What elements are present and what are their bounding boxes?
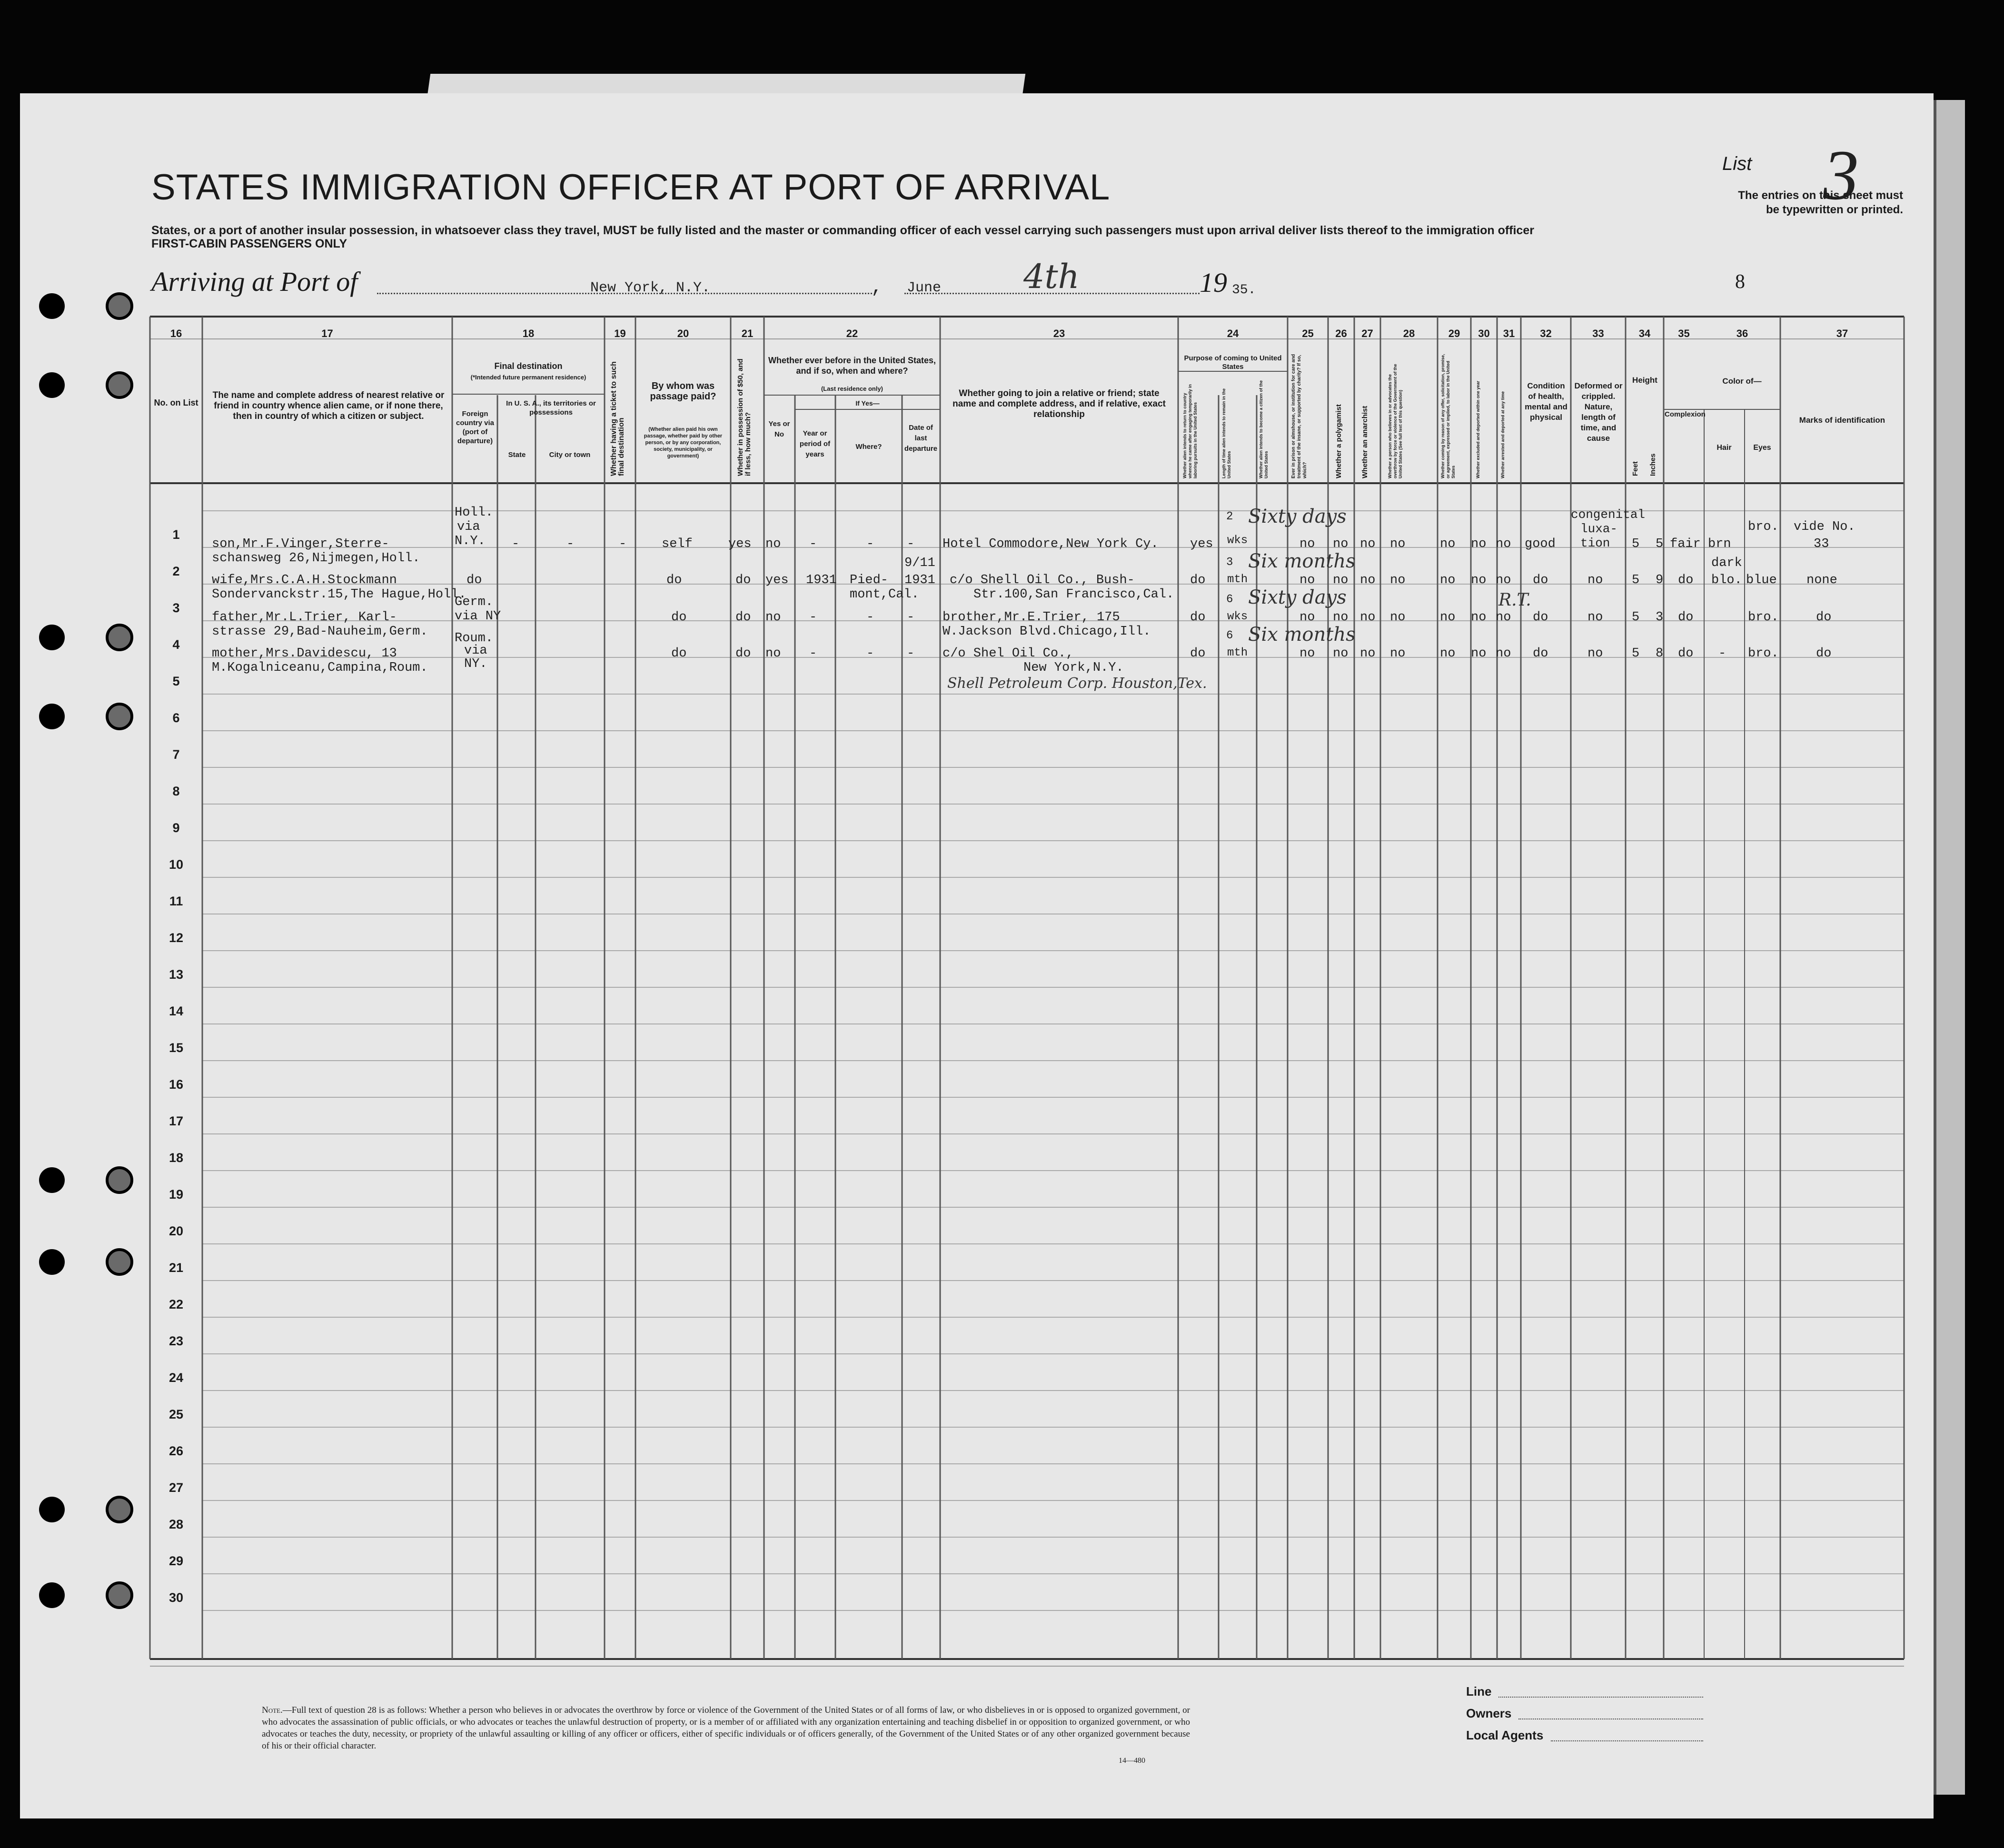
header-foreign-country: Foreign country via (port of departure): [456, 410, 495, 445]
sheet-count: 8: [1735, 271, 1745, 293]
row-number: 1: [172, 527, 180, 542]
col-number-25: 25: [1302, 328, 1314, 339]
relative-line1: mother,Mrs.Davidescu, 13: [212, 646, 397, 661]
col-number-32: 32: [1540, 328, 1552, 339]
note-title: Note.: [262, 1705, 283, 1715]
purpose-a-value: do: [1190, 573, 1206, 587]
header-ticket: Whether having a ticket to such final destination: [610, 361, 625, 476]
joining-line1: brother,Mr.E.Trier, 175: [942, 610, 1120, 625]
day-value: 4th: [1023, 257, 1080, 296]
header-purpose-c: Whether alien intends to become a citizen of the United States: [1259, 380, 1269, 478]
date-line2: 1931: [904, 573, 935, 587]
header-anarchist: Whether an anarchist: [1361, 406, 1369, 478]
foreign-line2: via: [457, 520, 480, 534]
port-value: New York, N.Y.: [590, 280, 711, 296]
ever-before-value: no: [765, 537, 781, 551]
header-q31: Whether arrested and deported at any time: [1500, 391, 1505, 478]
q31-value: no: [1496, 537, 1511, 551]
relative-line1: son,Mr.F.Vinger,Sterre-: [212, 537, 389, 551]
purpose-a-value: do: [1190, 646, 1206, 661]
header-marks: Marks of identification: [1799, 416, 1885, 425]
q28-value: no: [1390, 573, 1406, 587]
purpose-b-handwritten: Sixty days: [1248, 586, 1347, 608]
line-signature-line[interactable]: [1498, 1696, 1703, 1698]
col-number-30: 30: [1478, 328, 1490, 339]
row-number: 4: [172, 637, 180, 652]
purpose-b-line2: wks: [1227, 610, 1248, 623]
eyes-value: bro.: [1748, 520, 1779, 534]
header-date-last-departure: Date of last departure: [904, 424, 938, 453]
col-number-22: 22: [846, 328, 858, 339]
q31-value: no: [1496, 646, 1511, 661]
year-value: -: [809, 537, 817, 551]
feet-value: 5: [1632, 537, 1640, 551]
footer-note: [262, 1704, 1190, 1752]
row-number: 14: [169, 1004, 184, 1018]
header-in-usa: In U. S. A., its territories or possessions: [506, 399, 596, 417]
hair-line2: blo.: [1711, 573, 1742, 587]
subtitle-first-cabin: FIRST-CABIN PASSENGERS ONLY: [151, 237, 347, 250]
row-number: 2: [172, 564, 180, 578]
date-value: -: [907, 646, 915, 661]
money-value: do: [735, 646, 751, 661]
col-number-16: 16: [170, 328, 182, 339]
row-number: 10: [169, 857, 184, 872]
header-if-yes: If Yes—: [855, 399, 880, 407]
foreign-line2: via NY: [455, 609, 501, 624]
paid-by-value: do: [671, 646, 687, 661]
date-value: -: [907, 537, 915, 551]
q29-value: no: [1440, 646, 1456, 661]
header-purpose: Purpose of coming to United States: [1184, 354, 1282, 371]
header-possession-50: Whether in possession of $50, and if less, how much?: [736, 358, 752, 476]
col-number-33: 33: [1592, 328, 1604, 339]
col-number-27: 27: [1361, 328, 1373, 339]
relative-line2: M.Kogalniceanu,Campina,Roum.: [212, 661, 428, 675]
money-value: do: [735, 573, 751, 587]
header-state: State: [508, 451, 526, 459]
header-complexion: Complexion: [1665, 410, 1706, 418]
joining-line2: New York,N.Y.: [1023, 661, 1124, 675]
purpose-b-handwritten: Six months: [1248, 624, 1356, 646]
col-number-36: 36: [1736, 328, 1748, 339]
header-yes-no: Yes or No: [768, 420, 790, 438]
row-number: 19: [169, 1187, 184, 1202]
health-value: good: [1525, 537, 1556, 551]
row-number: 22: [169, 1297, 184, 1311]
list-label: List: [1722, 153, 1752, 174]
local-agents-label: Local Agents: [1466, 1728, 1544, 1742]
q27-value: no: [1360, 610, 1376, 625]
arriving-label: Arriving at Port of: [151, 266, 358, 297]
header-purpose-a: Whether alien intends to return to country whence he came after engaging temporarily in laboring pursuits in the United States: [1182, 384, 1198, 478]
relative-line1: father,Mr.L.Trier, Karl-: [212, 610, 397, 625]
marks-value: none: [1806, 573, 1837, 587]
hair-line1: dark: [1711, 556, 1742, 570]
hair-value: -: [1718, 646, 1726, 661]
header-q28: Whether a person who believes in or advocates the overthrow by force or violence of the Government of the United States (See full text of this question): [1388, 364, 1403, 478]
header-deformed: Deformed or crippled. Nature, length of time, and cause: [1574, 381, 1623, 443]
col-number-17: 17: [321, 328, 333, 339]
health-value: do: [1533, 610, 1548, 625]
row-number: 26: [169, 1444, 184, 1458]
paid-by-value: do: [671, 610, 687, 625]
date-line1: 9/11: [904, 556, 935, 570]
col-number-37: 37: [1836, 328, 1848, 339]
subheader-rules: [452, 371, 1780, 1659]
header-final-destination-sub: (*Intended future permanent residence): [470, 374, 586, 381]
joining-line2: Str.100,San Francisco,Cal.: [973, 587, 1174, 602]
comma-1: ,: [871, 277, 883, 298]
foreign-line2: via: [464, 644, 487, 658]
relative-line2: strasse 29,Bad-Nauheim,Germ.: [212, 625, 428, 639]
relative-line2: Sondervanckstr.15,The Hague,Holl.: [212, 587, 466, 602]
q25-value: no: [1300, 610, 1315, 625]
col-number-21: 21: [741, 328, 754, 339]
col-number-31: 31: [1503, 328, 1515, 339]
header-prison: Ever in prison or almshouse, or institution for care and treatment of the insane, or supported by charity? If so, which?: [1291, 354, 1308, 478]
paid-by-value: self: [662, 537, 693, 551]
where-value: -: [866, 646, 874, 661]
owners-label: Owners: [1466, 1706, 1512, 1720]
row-number: 27: [169, 1480, 184, 1495]
purpose-b-handwritten: Sixty days: [1248, 506, 1347, 527]
header-purpose-b: Length of time alien intends to remain in the United States: [1221, 388, 1231, 478]
q29-value: no: [1440, 537, 1456, 551]
foreign-line3: NY.: [464, 657, 487, 671]
header-feet: Feet: [1631, 461, 1639, 476]
eyes-value: bro.: [1748, 646, 1779, 661]
relative-line1: wife,Mrs.C.A.H.Stockmann: [212, 573, 397, 587]
foreign-line3: N.Y.: [455, 534, 486, 548]
feet-value: 5: [1632, 610, 1640, 625]
ticket-value: -: [619, 537, 627, 551]
health-value: do: [1533, 646, 1548, 661]
header-final-destination: Final destination: [494, 361, 563, 371]
col-number-24: 24: [1227, 328, 1239, 339]
feet-value: 5: [1632, 573, 1640, 587]
purpose-b-line2: wks: [1227, 534, 1248, 547]
header-year-period: Year or period of years: [799, 429, 831, 458]
col-number-20: 20: [677, 328, 689, 339]
row-number: 7: [172, 747, 180, 762]
joining-handwritten: Shell Petroleum Corp. Houston,Tex.: [947, 675, 1207, 692]
q28-value: no: [1390, 610, 1406, 625]
local-agents-signature-line[interactable]: [1551, 1739, 1703, 1741]
col-number-34: 34: [1638, 328, 1651, 339]
q26-value: no: [1333, 573, 1349, 587]
row-number: 9: [172, 821, 180, 835]
purpose-b-line1: 6: [1226, 593, 1233, 606]
owners-signature-line[interactable]: [1518, 1718, 1703, 1719]
ever-before-value: no: [765, 646, 781, 661]
col-number-23: 23: [1053, 328, 1065, 339]
state-value: -: [512, 537, 520, 551]
q31-value: no: [1496, 573, 1511, 587]
purpose-a-value: do: [1190, 610, 1206, 625]
q29-value: no: [1440, 573, 1456, 587]
q30-value: no: [1471, 646, 1487, 661]
row-number: 20: [169, 1224, 184, 1238]
row-number: 24: [169, 1371, 184, 1385]
complexion-value: do: [1678, 573, 1694, 587]
marks-value: do: [1816, 646, 1832, 661]
purpose-b-line1: 2: [1226, 510, 1233, 523]
marks-line2: 33: [1814, 537, 1829, 551]
city-value: -: [566, 537, 575, 551]
q29-value: no: [1440, 610, 1456, 625]
year-value: 1931: [806, 573, 837, 587]
header-color-of: Color of—: [1722, 377, 1762, 386]
eyes-value: blue: [1746, 573, 1777, 587]
header-city: City or town: [549, 451, 591, 459]
q30-value: no: [1471, 537, 1487, 551]
feet-value: 5: [1632, 646, 1640, 661]
purpose-b-line2: mth: [1227, 646, 1248, 659]
row-number: 12: [169, 931, 184, 945]
year-value: -: [809, 646, 817, 661]
header-hair: Hair: [1716, 444, 1732, 452]
row-number: 5: [172, 674, 180, 688]
line-label: Line: [1466, 1684, 1492, 1699]
q25-value: no: [1300, 537, 1315, 551]
q30-value: no: [1471, 573, 1487, 587]
q25-value: no: [1300, 573, 1315, 587]
header-inches: Inches: [1649, 453, 1657, 476]
joining-value: Hotel Commodore,New York Cy.: [942, 537, 1159, 551]
joining-line2: W.Jackson Blvd.Chicago,Ill.: [942, 625, 1151, 639]
form-number: 14—480: [1119, 1757, 1145, 1765]
header-last-residence: (Last residence only): [821, 385, 883, 392]
marks-line1: vide No.: [1794, 520, 1855, 534]
col-number-18: 18: [522, 328, 535, 339]
col-number-26: 26: [1335, 328, 1347, 339]
row-number: 3: [172, 601, 180, 615]
entries-note-line2: be typewritten or printed.: [1766, 203, 1903, 216]
note-text: —Full text of question 28 is as follows: Whether a person who believes in or advocates the overthrow by force or violence of the Government of the United States or of all forms of law, or who disbelieves in or is opposed to organized government, or who advocates the assassination of public officials, or who advocates or teaches the unlawful destruction of property, or is a member of or affiliated with any organization entertaining and teaching disbelief in or opposition to organized government, or who advocates or teaches the duty, necessity, or propriety of the unlawful assaulting or killing of any officer or officers, either of specific individuals or of officers generally, of the Government of the United States or of any other organized government because of his or their official character.: [262, 1705, 1190, 1751]
hair-value: brn: [1708, 537, 1731, 551]
row-number: 21: [169, 1261, 184, 1275]
header-eyes: Eyes: [1753, 444, 1771, 452]
deformed-value: no: [1587, 610, 1603, 625]
header-condition: Condition of health, mental and physical: [1525, 381, 1567, 422]
row-number: 8: [172, 784, 180, 798]
purpose-b-handwritten: Six months: [1248, 550, 1356, 572]
header-joining: Whether going to join a relative or friend; state name and complete address, and if relative, exact relationship: [952, 388, 1166, 419]
q26-value: no: [1333, 646, 1349, 661]
money-value: do: [735, 610, 751, 625]
q27-value: no: [1360, 537, 1376, 551]
q31-handwritten: R.T.: [1498, 590, 1531, 610]
q26-value: no: [1333, 610, 1349, 625]
row-number: 17: [169, 1114, 184, 1128]
row-number: 18: [169, 1151, 184, 1165]
row-number: 16: [169, 1077, 184, 1092]
where-line2: mont,Cal.: [850, 587, 919, 602]
deformed-line2: luxa-: [1580, 522, 1618, 536]
joining-line1: c/o Shell Oil Co., Bush-: [950, 573, 1135, 587]
page-title: STATES IMMIGRATION OFFICER AT PORT OF ARRIVAL: [151, 167, 1111, 208]
col-number-19: 19: [614, 328, 626, 339]
money-value: yes: [728, 537, 752, 551]
header-by-whom: By whom was passage paid?: [650, 381, 716, 402]
date-value: -: [907, 610, 915, 625]
header-ever-before: Whether ever before in the United States, and if so, when and where?: [768, 356, 936, 376]
q25-value: no: [1300, 646, 1315, 661]
where-value: -: [866, 610, 874, 625]
purpose-b-line2: mth: [1227, 573, 1248, 586]
row-number: 28: [169, 1517, 184, 1531]
where-value: -: [866, 537, 874, 551]
year-value: -: [809, 610, 817, 625]
year-suffix: 35.: [1232, 283, 1256, 298]
purpose-b-line1: 3: [1226, 556, 1233, 569]
header-height: Height: [1632, 376, 1657, 385]
year-prefix: 19: [1200, 267, 1227, 298]
header-q29: Whether coming by reason of any offer, solicitation, promise, or agreement, expressed or implied, to labor in the United States: [1440, 354, 1456, 478]
header-relative: The name and complete address of nearest relative or friend in country whence alien came, or if none there, then in country of which a citizen or subject.: [212, 390, 445, 421]
header-where: Where?: [855, 443, 882, 451]
col-number-28: 28: [1403, 328, 1415, 339]
foreign-line1: Germ.: [455, 595, 494, 609]
q27-value: no: [1360, 573, 1376, 587]
row-number: 30: [169, 1590, 184, 1605]
ever-before-value: no: [765, 610, 781, 625]
inches-value: 3: [1656, 610, 1664, 625]
deformed-value: no: [1587, 573, 1603, 587]
complexion-value: do: [1678, 610, 1694, 625]
inches-value: 9: [1656, 573, 1664, 587]
eyes-value: bro.: [1748, 610, 1779, 625]
q27-value: no: [1360, 646, 1376, 661]
q28-value: no: [1390, 537, 1406, 551]
ever-before-value: yes: [765, 573, 789, 587]
complexion-value: do: [1678, 646, 1694, 661]
marks-value: do: [1816, 610, 1832, 625]
row-number: 23: [169, 1334, 184, 1348]
row-number: 29: [169, 1554, 184, 1568]
deformed-value: no: [1587, 646, 1603, 661]
row-number: 11: [169, 894, 183, 908]
subtitle: States, or a port of another insular possession, in whatsoever class they travel, MUST be fully listed and the master or commanding officer of each vessel carrying such passengers must upon arrival deliver lists thereof to the immigration officer: [151, 224, 1534, 237]
foreign-line1: Roum.: [455, 631, 494, 646]
foreign-line1: do: [466, 573, 482, 587]
q28-value: no: [1390, 646, 1406, 661]
q31-value: no: [1496, 610, 1511, 625]
row-number: 25: [169, 1407, 184, 1421]
col-number-35: 35: [1678, 328, 1690, 339]
header-no-on-list: No. on List: [154, 398, 198, 407]
deformed-line3: tion: [1580, 536, 1610, 550]
foreign-line1: Holl.: [455, 506, 494, 520]
complexion-value: fair: [1670, 537, 1701, 551]
q26-value: no: [1333, 537, 1349, 551]
entries-note-line1: The entries on this sheet must: [1738, 189, 1903, 202]
col-number-29: 29: [1448, 328, 1460, 339]
header-q30: Whether excluded and deported within one year: [1476, 380, 1480, 478]
joining-line1: c/o Shel Oil Co.,: [942, 646, 1074, 661]
health-value: do: [1533, 573, 1548, 587]
where-line1: Pied-: [850, 573, 889, 587]
row-number: 6: [172, 711, 180, 725]
inches-value: 8: [1656, 646, 1664, 661]
row-number: 13: [169, 967, 184, 982]
month-value: June: [907, 280, 942, 296]
row-number: 15: [169, 1041, 184, 1055]
header-polygamist: Whether a polygamist: [1335, 404, 1343, 478]
paid-by-value: do: [666, 573, 682, 587]
header-by-whom-sub: (Whether alien paid his own passage, whether paid by other person, or by any corporation, society, municipality, or government): [644, 427, 723, 459]
relative-line2: schansweg 26,Nijmegen,Holl.: [212, 551, 420, 566]
purpose-b-line1: 6: [1226, 629, 1233, 642]
list-number: 3: [1823, 136, 1859, 215]
purpose-a-value: yes: [1190, 537, 1213, 551]
inches-value: 5: [1656, 537, 1664, 551]
q30-value: no: [1471, 610, 1487, 625]
deformed-line1: congenital: [1571, 507, 1646, 522]
